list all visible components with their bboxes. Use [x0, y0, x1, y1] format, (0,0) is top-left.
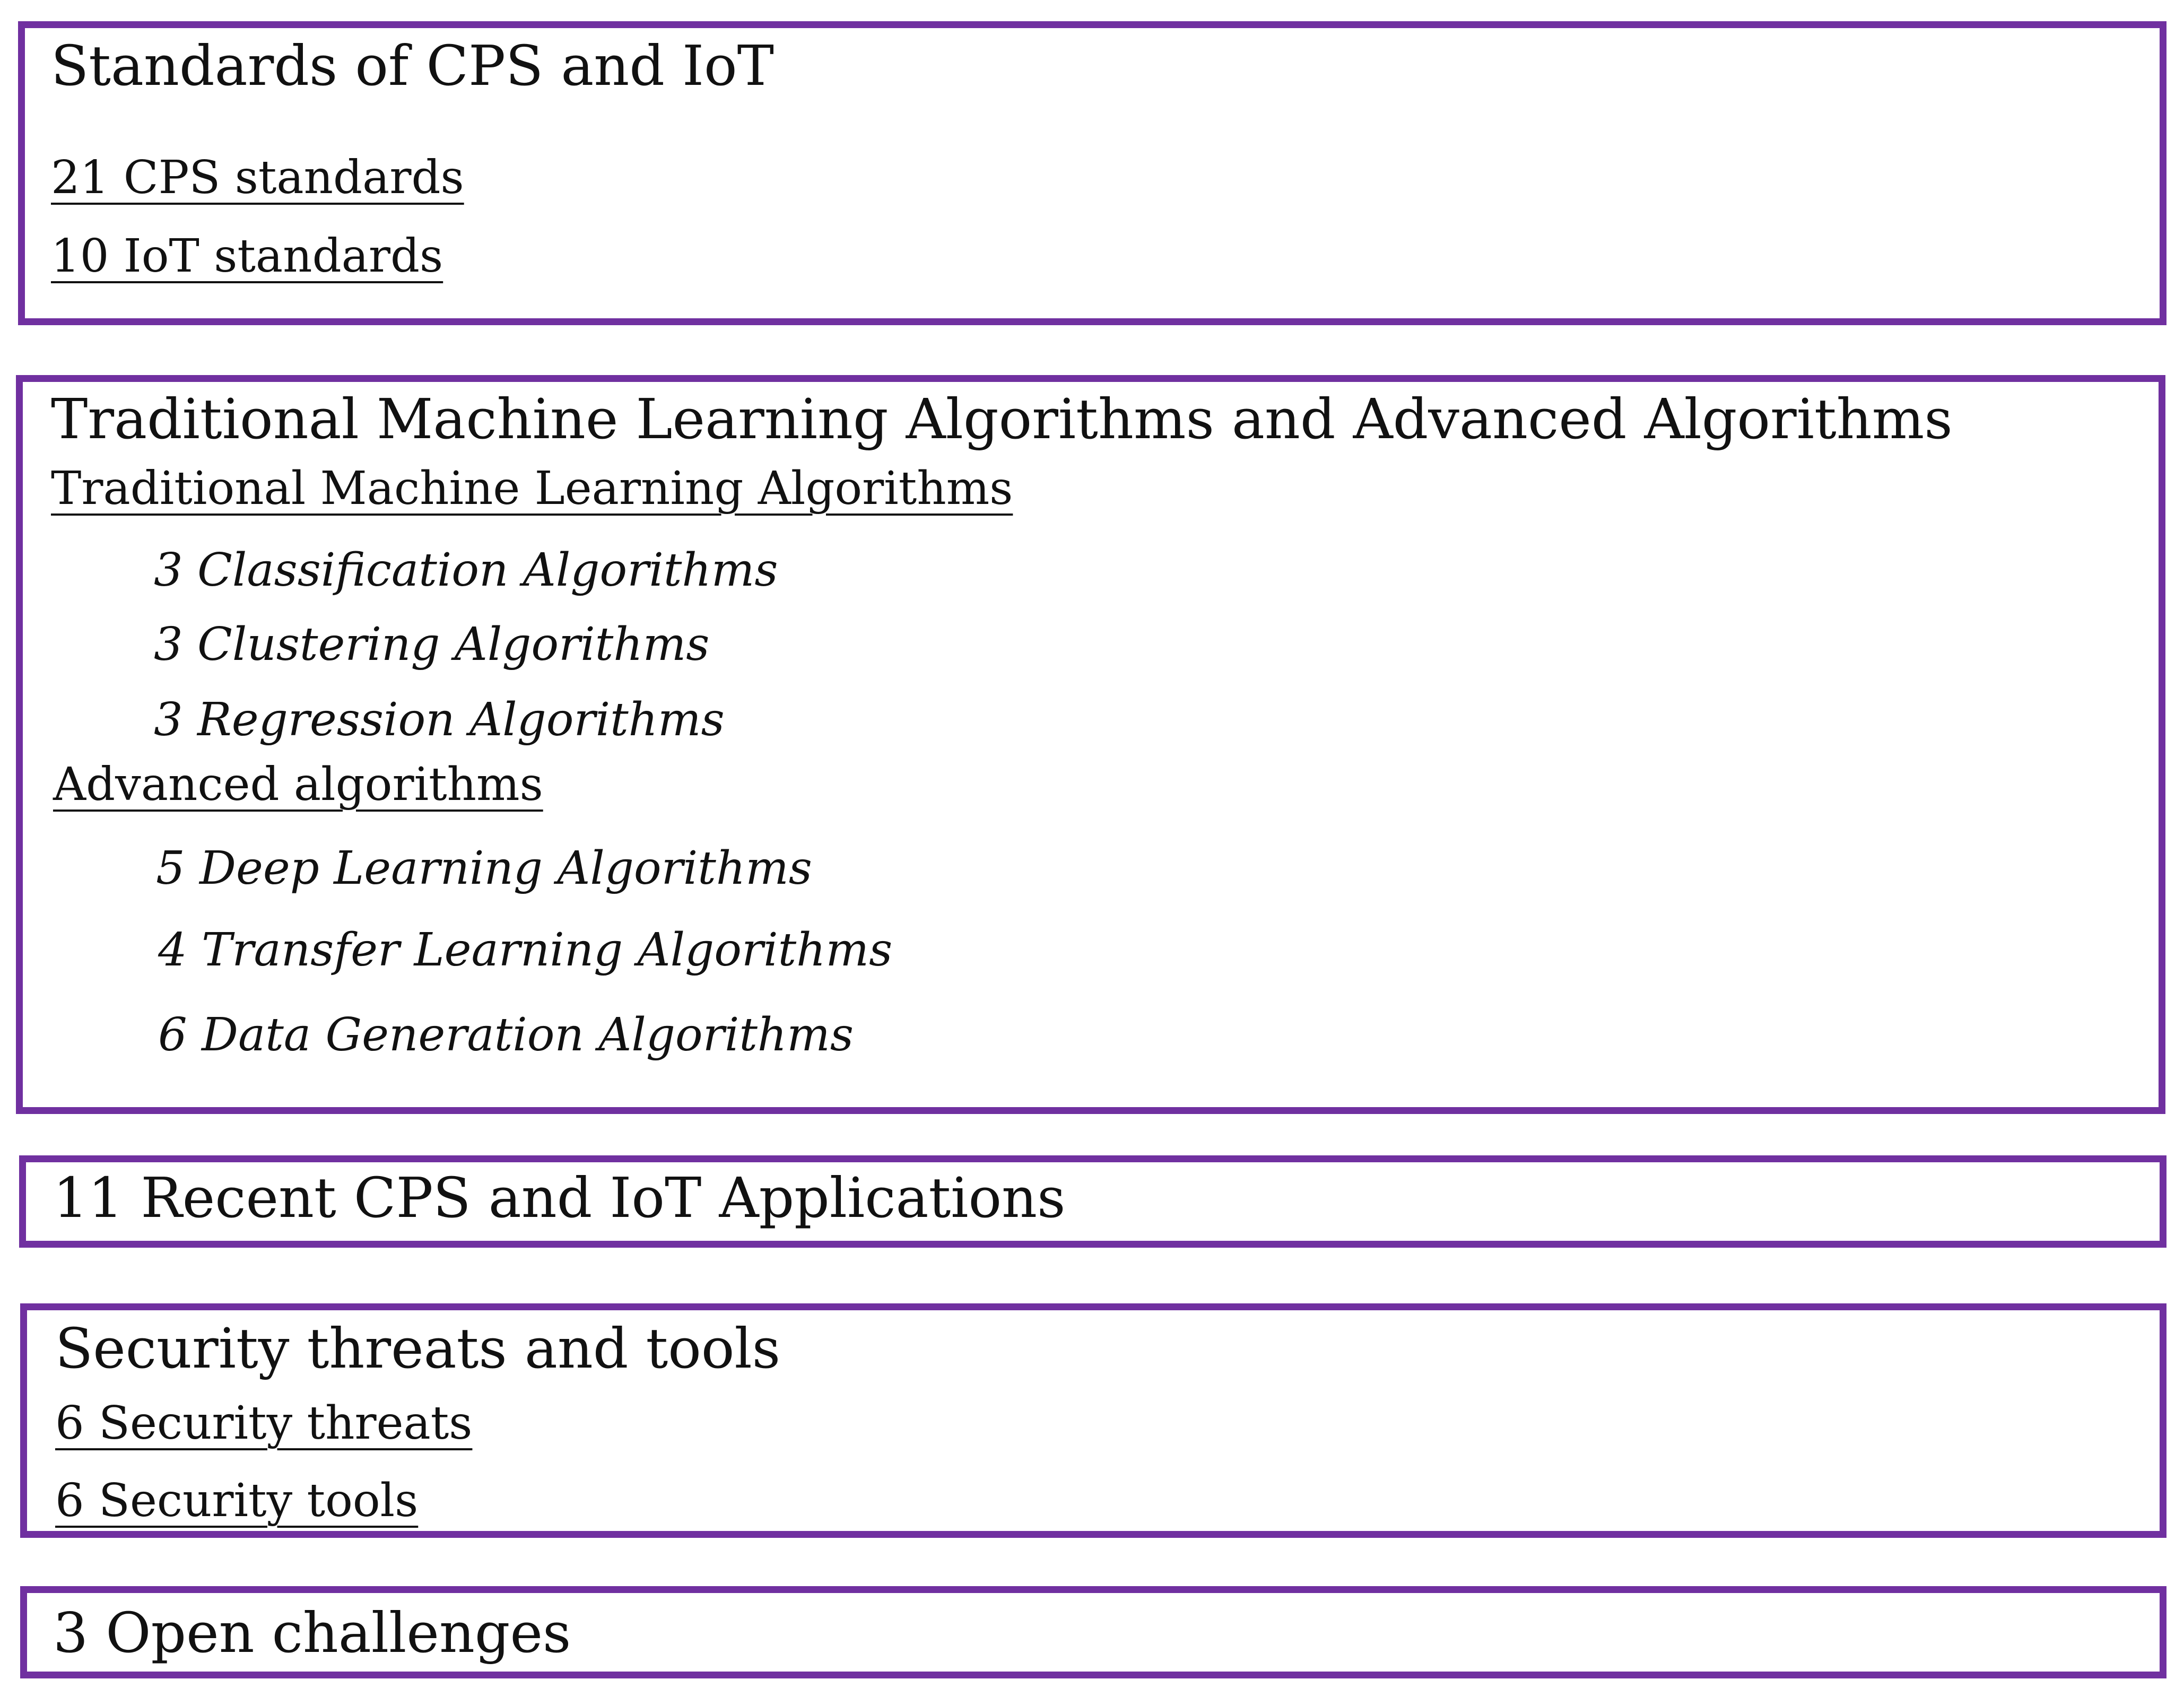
advanced-algorithms-link[interactable]: Advanced algorithms	[53, 758, 543, 811]
data-generation-algorithms-item: 6 Data Generation Algorithms	[158, 1008, 854, 1061]
clustering-algorithms-item: 3 Clustering Algorithms	[154, 618, 710, 671]
traditional-ml-link[interactable]: Traditional Machine Learning Algorithms	[51, 462, 1013, 515]
algorithms-title: Traditional Machine Learning Algorithms and Advanced Algorithms	[51, 387, 1953, 451]
regression-algorithms-item: 3 Regression Algorithms	[154, 693, 725, 746]
cps-standards-link[interactable]: 21 CPS standards	[51, 151, 464, 204]
classification-algorithms-item: 3 Classification Algorithms	[154, 544, 778, 597]
transfer-learning-algorithms-item: 4 Transfer Learning Algorithms	[158, 924, 893, 977]
security-threats-link[interactable]: 6 Security threats	[55, 1397, 473, 1450]
standards-title: Standards of CPS and IoT	[51, 33, 775, 98]
challenges-title: 3 Open challenges	[53, 1600, 571, 1665]
security-title: Security threats and tools	[55, 1316, 781, 1381]
deep-learning-algorithms-item: 5 Deep Learning Algorithms	[156, 842, 812, 895]
security-tools-link[interactable]: 6 Security tools	[55, 1474, 419, 1527]
applications-title: 11 Recent CPS and IoT Applications	[53, 1165, 1066, 1230]
iot-standards-link[interactable]: 10 IoT standards	[51, 230, 443, 283]
